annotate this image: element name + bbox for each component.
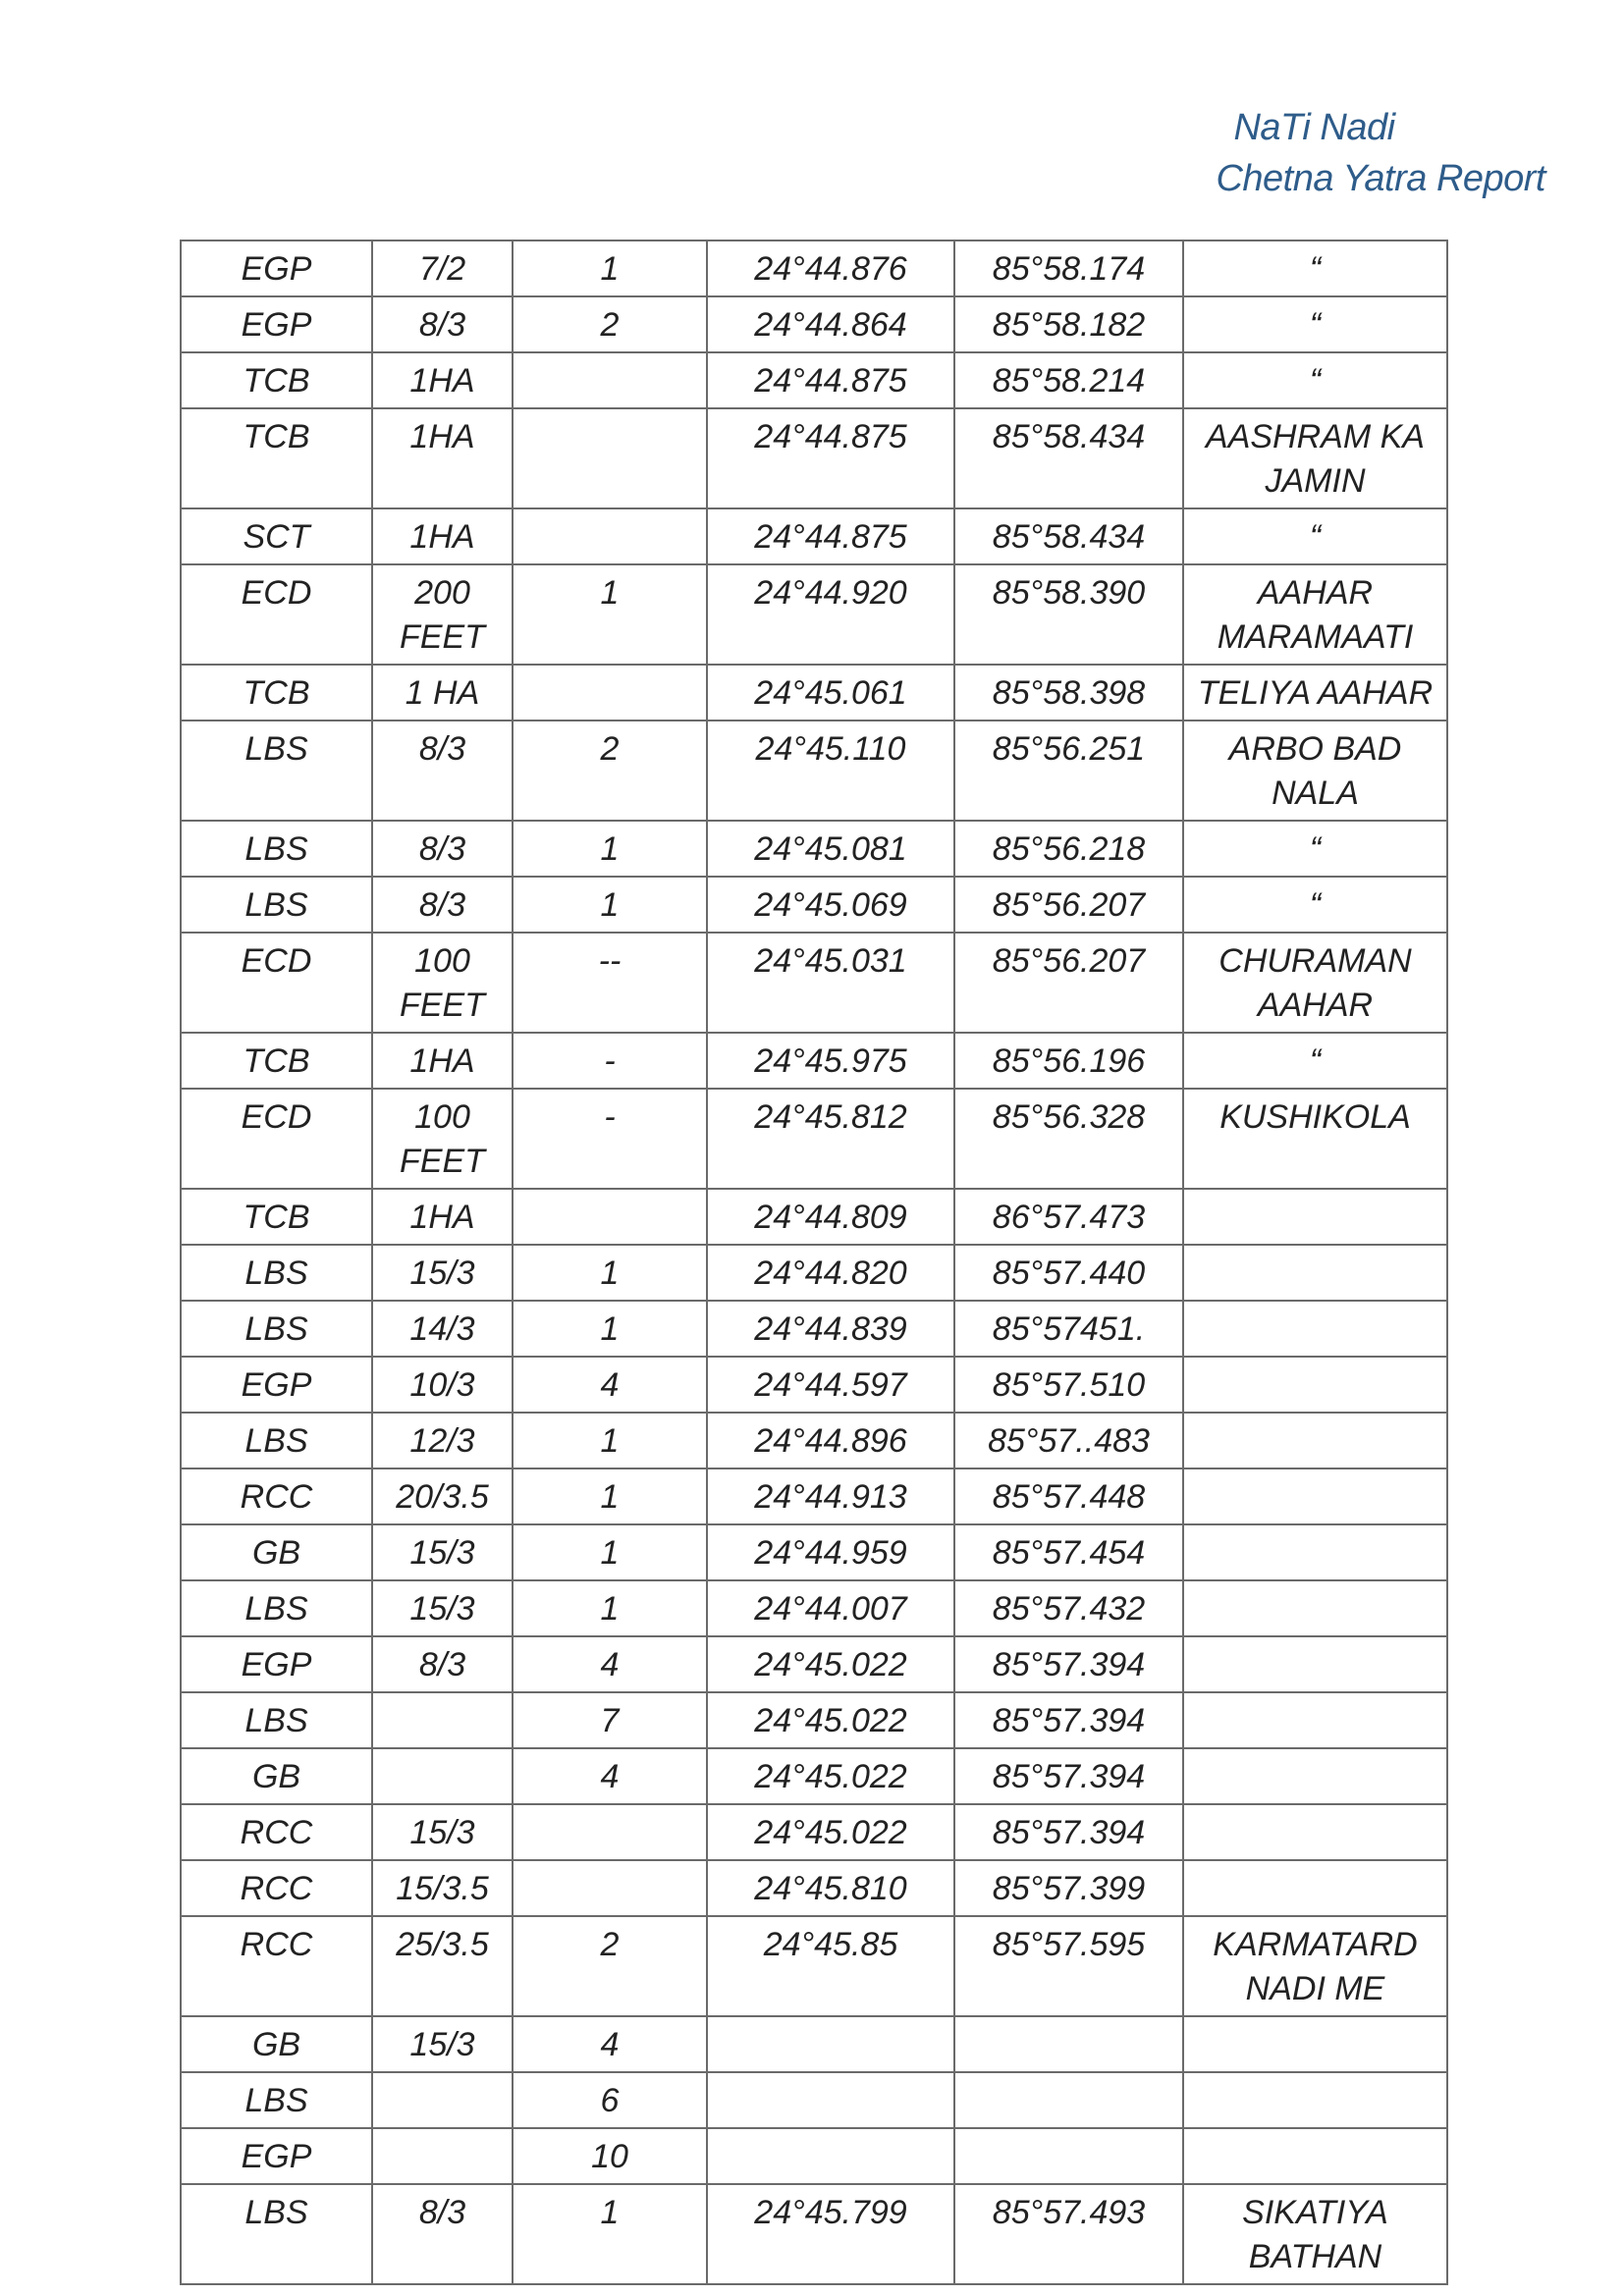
cell-structure-type: LBS bbox=[181, 821, 372, 877]
cell-dimension: 1HA bbox=[372, 352, 513, 408]
cell-latitude: 24°44.896 bbox=[707, 1413, 954, 1468]
cell-count: 4 bbox=[513, 2016, 707, 2072]
cell-structure-type: RCC bbox=[181, 1804, 372, 1860]
cell-dimension: 15/3 bbox=[372, 1524, 513, 1580]
cell-structure-type: LBS bbox=[181, 1245, 372, 1301]
table-row bbox=[181, 665, 1447, 721]
cell-longitude: 85°57.454 bbox=[954, 1524, 1183, 1580]
cell-structure-type: GB bbox=[181, 2016, 372, 2072]
cell-structure-type: LBS bbox=[181, 721, 372, 821]
cell-count: 1 bbox=[513, 1413, 707, 1468]
cell-longitude: 85°56.328 bbox=[954, 1089, 1183, 1189]
cell-count: 1 bbox=[513, 240, 707, 296]
cell-structure-type: TCB bbox=[181, 352, 372, 408]
table-row bbox=[181, 1916, 1447, 2016]
cell-latitude: 24°44.876 bbox=[707, 240, 954, 296]
cell-longitude: 85°58.214 bbox=[954, 352, 1183, 408]
cell-location-remark: AASHRAM KA JAMIN bbox=[1183, 408, 1447, 508]
cell-count: 1 bbox=[513, 1580, 707, 1636]
cell-dimension: 1HA bbox=[372, 1189, 513, 1245]
cell-structure-type: EGP bbox=[181, 1636, 372, 1692]
cell-location-remark: CHURAMAN AAHAR bbox=[1183, 933, 1447, 1033]
table-row bbox=[181, 564, 1447, 665]
cell-latitude: 24°45.031 bbox=[707, 933, 954, 1033]
cell-structure-type: EGP bbox=[181, 240, 372, 296]
cell-structure-type: RCC bbox=[181, 1860, 372, 1916]
cell-latitude bbox=[707, 2072, 954, 2128]
table-row bbox=[181, 933, 1447, 1033]
cell-structure-type: LBS bbox=[181, 877, 372, 933]
cell-latitude: 24°45.110 bbox=[707, 721, 954, 821]
cell-longitude: 85°57.448 bbox=[954, 1468, 1183, 1524]
cell-dimension: 14/3 bbox=[372, 1301, 513, 1357]
cell-count bbox=[513, 1860, 707, 1916]
cell-location-remark bbox=[1183, 1804, 1447, 1860]
cell-longitude: 85°57.394 bbox=[954, 1636, 1183, 1692]
cell-longitude: 85°57.595 bbox=[954, 1916, 1183, 2016]
cell-location-remark bbox=[1183, 1580, 1447, 1636]
cell-structure-type: TCB bbox=[181, 408, 372, 508]
cell-count: 1 bbox=[513, 1245, 707, 1301]
cell-location-remark bbox=[1183, 1413, 1447, 1468]
table-row bbox=[181, 2184, 1447, 2284]
cell-longitude: 85°58.182 bbox=[954, 296, 1183, 352]
cell-longitude: 85°57.399 bbox=[954, 1860, 1183, 1916]
table-row bbox=[181, 1860, 1447, 1916]
cell-count: 1 bbox=[513, 1301, 707, 1357]
cell-location-remark: SIKATIYA BATHAN bbox=[1183, 2184, 1447, 2284]
survey-table-body bbox=[181, 240, 1447, 2284]
cell-dimension: 100 FEET bbox=[372, 933, 513, 1033]
cell-latitude: 24°44.820 bbox=[707, 1245, 954, 1301]
cell-dimension bbox=[372, 1692, 513, 1748]
cell-dimension: 20/3.5 bbox=[372, 1468, 513, 1524]
report-header bbox=[1216, 102, 1545, 204]
cell-structure-type: LBS bbox=[181, 2072, 372, 2128]
cell-latitude bbox=[707, 2016, 954, 2072]
cell-dimension: 1HA bbox=[372, 408, 513, 508]
cell-count bbox=[513, 665, 707, 721]
cell-count: -- bbox=[513, 933, 707, 1033]
cell-structure-type: TCB bbox=[181, 665, 372, 721]
table-row bbox=[181, 1089, 1447, 1189]
table-row bbox=[181, 2016, 1447, 2072]
cell-location-remark: AAHAR MARAMAATI bbox=[1183, 564, 1447, 665]
cell-dimension bbox=[372, 1748, 513, 1804]
cell-dimension: 25/3.5 bbox=[372, 1916, 513, 2016]
cell-latitude: 24°44.875 bbox=[707, 508, 954, 564]
cell-longitude: 85°56.218 bbox=[954, 821, 1183, 877]
cell-count bbox=[513, 1189, 707, 1245]
table-row bbox=[181, 1692, 1447, 1748]
cell-latitude: 24°45.061 bbox=[707, 665, 954, 721]
cell-count: 4 bbox=[513, 1357, 707, 1413]
cell-latitude: 24°45.069 bbox=[707, 877, 954, 933]
cell-longitude: 85°56.251 bbox=[954, 721, 1183, 821]
cell-structure-type: LBS bbox=[181, 1413, 372, 1468]
cell-location-remark: “ bbox=[1183, 821, 1447, 877]
cell-structure-type: EGP bbox=[181, 1357, 372, 1413]
cell-latitude: 24°45.975 bbox=[707, 1033, 954, 1089]
cell-location-remark bbox=[1183, 1357, 1447, 1413]
cell-structure-type: RCC bbox=[181, 1468, 372, 1524]
cell-longitude: 85°57.394 bbox=[954, 1748, 1183, 1804]
table-row bbox=[181, 721, 1447, 821]
cell-structure-type: GB bbox=[181, 1748, 372, 1804]
cell-latitude: 24°45.081 bbox=[707, 821, 954, 877]
cell-structure-type: GB bbox=[181, 1524, 372, 1580]
cell-dimension bbox=[372, 2128, 513, 2184]
cell-longitude: 85°57.394 bbox=[954, 1692, 1183, 1748]
cell-count bbox=[513, 1804, 707, 1860]
cell-count: 2 bbox=[513, 721, 707, 821]
cell-location-remark bbox=[1183, 1860, 1447, 1916]
cell-location-remark bbox=[1183, 2072, 1447, 2128]
cell-location-remark bbox=[1183, 1301, 1447, 1357]
cell-dimension: 8/3 bbox=[372, 721, 513, 821]
cell-latitude: 24°45.022 bbox=[707, 1748, 954, 1804]
cell-longitude: 85°58.398 bbox=[954, 665, 1183, 721]
cell-dimension: 8/3 bbox=[372, 877, 513, 933]
cell-count: 1 bbox=[513, 564, 707, 665]
cell-longitude: 85°58.434 bbox=[954, 408, 1183, 508]
cell-longitude bbox=[954, 2128, 1183, 2184]
cell-location-remark: “ bbox=[1183, 240, 1447, 296]
table-row bbox=[181, 1636, 1447, 1692]
cell-latitude: 24°45.85 bbox=[707, 1916, 954, 2016]
cell-structure-type: ECD bbox=[181, 933, 372, 1033]
cell-dimension: 15/3 bbox=[372, 1580, 513, 1636]
table-row bbox=[181, 240, 1447, 296]
cell-dimension: 15/3 bbox=[372, 1245, 513, 1301]
table-row bbox=[181, 1357, 1447, 1413]
cell-count: 1 bbox=[513, 2184, 707, 2284]
cell-structure-type: LBS bbox=[181, 1580, 372, 1636]
cell-structure-type: LBS bbox=[181, 1692, 372, 1748]
cell-latitude: 24°44.809 bbox=[707, 1189, 954, 1245]
cell-dimension: 100 FEET bbox=[372, 1089, 513, 1189]
cell-structure-type: ECD bbox=[181, 1089, 372, 1189]
cell-count: 1 bbox=[513, 877, 707, 933]
cell-count: 6 bbox=[513, 2072, 707, 2128]
table-row bbox=[181, 1189, 1447, 1245]
cell-latitude: 24°45.022 bbox=[707, 1636, 954, 1692]
cell-location-remark: “ bbox=[1183, 352, 1447, 408]
cell-count: 10 bbox=[513, 2128, 707, 2184]
cell-longitude: 85°57.432 bbox=[954, 1580, 1183, 1636]
cell-longitude: 85°56.207 bbox=[954, 877, 1183, 933]
cell-latitude: 24°45.022 bbox=[707, 1804, 954, 1860]
cell-location-remark bbox=[1183, 2016, 1447, 2072]
cell-count: 1 bbox=[513, 1524, 707, 1580]
cell-dimension: 10/3 bbox=[372, 1357, 513, 1413]
table-row bbox=[181, 1413, 1447, 1468]
cell-count: 7 bbox=[513, 1692, 707, 1748]
cell-latitude bbox=[707, 2128, 954, 2184]
cell-dimension: 12/3 bbox=[372, 1413, 513, 1468]
cell-longitude: 85°56.196 bbox=[954, 1033, 1183, 1089]
table-row bbox=[181, 1524, 1447, 1580]
cell-dimension bbox=[372, 2072, 513, 2128]
cell-latitude: 24°45.022 bbox=[707, 1692, 954, 1748]
cell-count bbox=[513, 352, 707, 408]
cell-dimension: 15/3.5 bbox=[372, 1860, 513, 1916]
cell-location-remark: “ bbox=[1183, 1033, 1447, 1089]
cell-longitude: 85°58.390 bbox=[954, 564, 1183, 665]
table-row bbox=[181, 2072, 1447, 2128]
cell-longitude: 85°57.493 bbox=[954, 2184, 1183, 2284]
table-row bbox=[181, 1804, 1447, 1860]
cell-location-remark bbox=[1183, 1636, 1447, 1692]
table-row bbox=[181, 508, 1447, 564]
cell-structure-type: LBS bbox=[181, 1301, 372, 1357]
cell-longitude: 85°57451. bbox=[954, 1301, 1183, 1357]
cell-structure-type: SCT bbox=[181, 508, 372, 564]
cell-longitude: 85°58.434 bbox=[954, 508, 1183, 564]
cell-dimension: 15/3 bbox=[372, 2016, 513, 2072]
cell-structure-type: ECD bbox=[181, 564, 372, 665]
cell-location-remark bbox=[1183, 1692, 1447, 1748]
cell-count bbox=[513, 508, 707, 564]
cell-latitude: 24°44.920 bbox=[707, 564, 954, 665]
cell-location-remark: “ bbox=[1183, 296, 1447, 352]
cell-longitude: 85°57..483 bbox=[954, 1413, 1183, 1468]
cell-location-remark: KARMATARD NADI ME bbox=[1183, 1916, 1447, 2016]
cell-structure-type: EGP bbox=[181, 2128, 372, 2184]
cell-count: 2 bbox=[513, 296, 707, 352]
cell-count: - bbox=[513, 1089, 707, 1189]
cell-dimension: 200 FEET bbox=[372, 564, 513, 665]
cell-location-remark: KUSHIKOLA bbox=[1183, 1089, 1447, 1189]
cell-dimension: 7/2 bbox=[372, 240, 513, 296]
cell-structure-type: TCB bbox=[181, 1033, 372, 1089]
cell-count: 1 bbox=[513, 1468, 707, 1524]
table-row bbox=[181, 821, 1447, 877]
cell-longitude bbox=[954, 2016, 1183, 2072]
cell-location-remark bbox=[1183, 2128, 1447, 2184]
table-row bbox=[181, 1748, 1447, 1804]
cell-longitude: 85°57.394 bbox=[954, 1804, 1183, 1860]
cell-count: 1 bbox=[513, 821, 707, 877]
cell-latitude: 24°44.913 bbox=[707, 1468, 954, 1524]
cell-dimension: 15/3 bbox=[372, 1804, 513, 1860]
cell-longitude: 85°56.207 bbox=[954, 933, 1183, 1033]
cell-location-remark: “ bbox=[1183, 877, 1447, 933]
cell-location-remark bbox=[1183, 1748, 1447, 1804]
table-row bbox=[181, 1301, 1447, 1357]
table-row bbox=[181, 1468, 1447, 1524]
cell-structure-type: RCC bbox=[181, 1916, 372, 2016]
table-row bbox=[181, 1245, 1447, 1301]
table-row bbox=[181, 1033, 1447, 1089]
table-row bbox=[181, 1580, 1447, 1636]
cell-longitude: 86°57.473 bbox=[954, 1189, 1183, 1245]
cell-structure-type: LBS bbox=[181, 2184, 372, 2284]
cell-count: 4 bbox=[513, 1748, 707, 1804]
cell-structure-type: TCB bbox=[181, 1189, 372, 1245]
cell-latitude: 24°45.810 bbox=[707, 1860, 954, 1916]
cell-count: 2 bbox=[513, 1916, 707, 2016]
table-row bbox=[181, 352, 1447, 408]
cell-longitude: 85°58.174 bbox=[954, 240, 1183, 296]
cell-longitude bbox=[954, 2072, 1183, 2128]
table-row bbox=[181, 2128, 1447, 2184]
cell-latitude: 24°44.597 bbox=[707, 1357, 954, 1413]
cell-location-remark bbox=[1183, 1189, 1447, 1245]
table-row bbox=[181, 877, 1447, 933]
cell-dimension: 8/3 bbox=[372, 2184, 513, 2284]
table-row bbox=[181, 408, 1447, 508]
cell-dimension: 1HA bbox=[372, 508, 513, 564]
cell-longitude: 85°57.440 bbox=[954, 1245, 1183, 1301]
cell-latitude: 24°44.864 bbox=[707, 296, 954, 352]
cell-latitude: 24°45.799 bbox=[707, 2184, 954, 2284]
cell-dimension: 8/3 bbox=[372, 1636, 513, 1692]
report-title: NaTi Nadi bbox=[1233, 107, 1395, 148]
cell-count: - bbox=[513, 1033, 707, 1089]
cell-latitude: 24°44.959 bbox=[707, 1524, 954, 1580]
cell-dimension: 1HA bbox=[372, 1033, 513, 1089]
cell-dimension: 1 HA bbox=[372, 665, 513, 721]
cell-latitude: 24°44.875 bbox=[707, 352, 954, 408]
cell-count bbox=[513, 408, 707, 508]
cell-structure-type: EGP bbox=[181, 296, 372, 352]
cell-latitude: 24°44.007 bbox=[707, 1580, 954, 1636]
cell-longitude: 85°57.510 bbox=[954, 1357, 1183, 1413]
survey-table-container bbox=[180, 240, 1446, 2285]
cell-latitude: 24°45.812 bbox=[707, 1089, 954, 1189]
cell-location-remark bbox=[1183, 1245, 1447, 1301]
table-row bbox=[181, 296, 1447, 352]
cell-location-remark bbox=[1183, 1468, 1447, 1524]
cell-latitude: 24°44.875 bbox=[707, 408, 954, 508]
cell-dimension: 8/3 bbox=[372, 821, 513, 877]
cell-latitude: 24°44.839 bbox=[707, 1301, 954, 1357]
cell-count: 4 bbox=[513, 1636, 707, 1692]
cell-location-remark: “ bbox=[1183, 508, 1447, 564]
cell-location-remark: ARBO BAD NALA bbox=[1183, 721, 1447, 821]
report-subtitle: Chetna Yatra Report bbox=[1216, 158, 1545, 199]
cell-dimension: 8/3 bbox=[372, 296, 513, 352]
survey-table bbox=[180, 240, 1448, 2285]
cell-location-remark: TELIYA AAHAR bbox=[1183, 665, 1447, 721]
cell-location-remark bbox=[1183, 1524, 1447, 1580]
